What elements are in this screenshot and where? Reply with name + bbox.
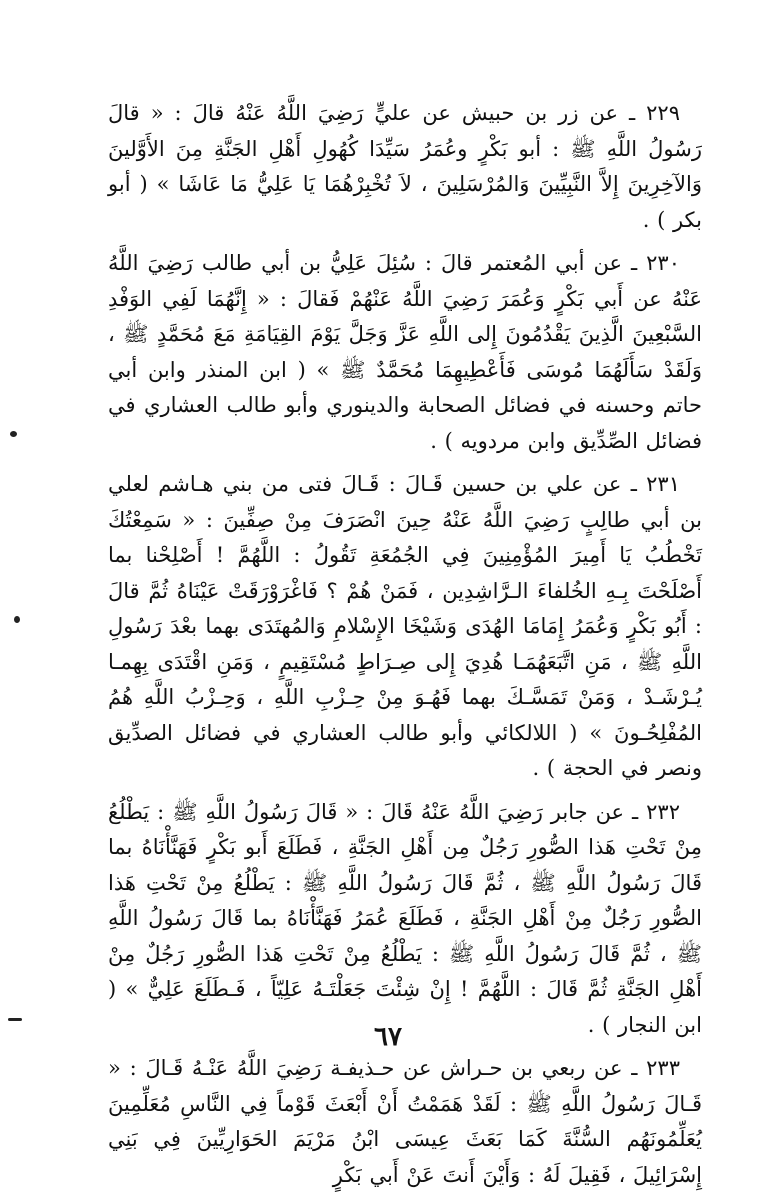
hadith-230 <box>108 246 702 459</box>
hadith-text: ٢٣٠ ـ عن أبي المُعتمر قالَ : سُئِلَ عَلِيُّ بن أبي طالب رَضِيَ اللَّهُ عَنْهُ عن أَبي بَكْرٍ وَعُمَرَ رَضِيَ اللَّهُ عَنْهُمْ فَقالَ : « إِنَّهُمَا لَفِي الوَفْدِ السَّبْعِينَ الَّذِينَ يَقْدُمُونَ إِلى اللَّهِ عَزَّ وَجَلَّ يَوْمَ القِيَامَةِ مَعَ مُحَمَّدٍ ﷺ ، وَلَقَدْ سَأَلَهُمَا مُوسَى فَأَعْطِيهِمَا مُحَمَّدٌ ﷺ » ( ابن المنذر وابن أبي حاتم وحسنه في فضائل الصحابة والدينوري وأبو طالب العشاري في فضائل الصِّدِّيق وابن مردويه ) . <box>108 251 702 453</box>
hadith-text: ٢٢٩ ـ عن زر بن حبيش عن عليٍّ رَضِيَ اللَّهُ عَنْهُ قالَ : « قالَ رَسُولُ اللَّهِ ﷺ : أبو بَكْرٍ وعُمَرُ سَيِّدَا كُهُولِ أَهْلِ الجَنَّةِ مِنَ الأَوَّلينَ وَالآخِرِينَ إِلاَّ النَّبِيِّينَ وَالمُرْسَلِينَ ، لاَ تُخْبِرْهُمَا يَا عَلِيُّ مَا عَاشَا » ( أبو بكر ) . <box>108 101 702 232</box>
hadith-text: ٢٣١ ـ عن علي بن حسين قَـالَ : قَـالَ فتى من بني هـاشم لعلي بن أبي طالِبٍ رَضِيَ اللَّهُ عَنْهُ حِينَ انْصَرَفَ مِنْ صِفِّينَ : « سَمِعْتُكَ تَخْطُبُ يَا أَمِيرَ المُؤْمِنِينَ فِي الجُمُعَةِ تَقُولُ : اللَّهُمَّ ! أَصْلِحْنا بما أَصْلَحْتَ بِـهِ الخُلفاءَ الـرَّاشِدِين ، فَمَنْ هُمْ ؟ فَاغْرَوْرَقَتْ عَيْنَاهُ ثُمَّ قالَ : أَبُو بَكْرٍ وَعُمَرُ إِمَامَا الهُدَى وَشَيْخَا الإِسْلامِ وَالمُهتَدَى بهما بعْدَ رَسُولِ اللَّهِ ﷺ ، مَنِ اتَّبَعَهُمَـا هُدِيَ إِلى صِـرَاطٍ مُسْتَقِيمٍ ، وَمَنِ اقْتَدَى بِهِمـا يُـرْشَـدْ ، وَمَنْ تَمَسَّـكَ بهما فَهُـوَ مِنْ حِـزْبِ اللَّهِ ، وَحِـزْبُ اللَّهِ هُمُ المُفْلِحُـونَ » ( اللالكائي وأبو طالب العشاري في فضائل الصدِّيق ونصر في الحجة ) . <box>108 472 703 780</box>
scan-speck-mark <box>14 616 20 623</box>
scan-speck-mark <box>8 1018 22 1021</box>
scan-speck-mark <box>10 431 17 437</box>
hadith-229 <box>108 96 702 238</box>
hadith-text: ٢٣٣ ـ عن ربعي بن حـراش عن حـذيفـة رَضِيَ اللَّهُ عَنْـهُ قَـالَ : « قَـالَ رَسُولُ اللَّهِ ﷺ : لَقَدْ هَمَمْتُ أَنْ أَبْعَثَ قَوْماً فِي النَّاسِ مُعَلِّمِينَ يُعَلِّمُونَهُم السُّنَّةَ كَمَا بَعَثَ عِيسَى ابْنُ مَرْيَمَ الحَوَارِيِّينَ فِي بَنِي إِسْرَائِيلَ ، فَقِيلَ لَهُ : وَأَيْنَ أَنتَ عَنْ أَبي بَكْرٍ <box>108 1056 702 1187</box>
page-number: ٦٧ <box>374 1022 402 1052</box>
hadith-231 <box>108 467 702 787</box>
hadith-232 <box>108 795 702 1044</box>
hadith-233 <box>108 1051 702 1193</box>
hadith-text: ٢٣٢ ـ عن جابر رَضِيَ اللَّهُ عَنْهُ قَالَ : « قَالَ رَسُولُ اللَّهِ ﷺ : يَطْلُعُ مِنْ تَحْتِ هَذا الصُّورِ رَجُلٌ مِن أَهْلِ الجَنَّةِ ، فَطَلَعَ أَبو بَكْرٍ فَهَنَّأْنَاهُ بما قَالَ رَسُولُ اللَّهِ ﷺ ، ثُمَّ قَالَ رَسُولُ اللَّهِ ﷺ : يَطْلُعُ مِنْ تَحْتِ هَذا الصُّورِ رَجُلٌ مِنْ أَهْلِ الجَنَّةِ ، فَطَلَعَ عُمَرُ فَهَنَّأْنَاهُ بما قَالَ رَسُولُ اللَّهِ ﷺ ، ثُمَّ قَالَ رَسُولُ اللَّهِ ﷺ : يَطْلُعُ مِنْ تَحْتِ هَذا الصُّورِ رَجُلٌ مِنْ أَهْلِ الجَنَّةِ ثُمَّ قَالَ : اللَّهُمَّ ! إِنْ شِئْتَ جَعَلْتَـهُ عَلِيّاً ، فَـطَلَعَ عَلِيٌّ » ( ابن النجار ) . <box>108 799 702 1037</box>
